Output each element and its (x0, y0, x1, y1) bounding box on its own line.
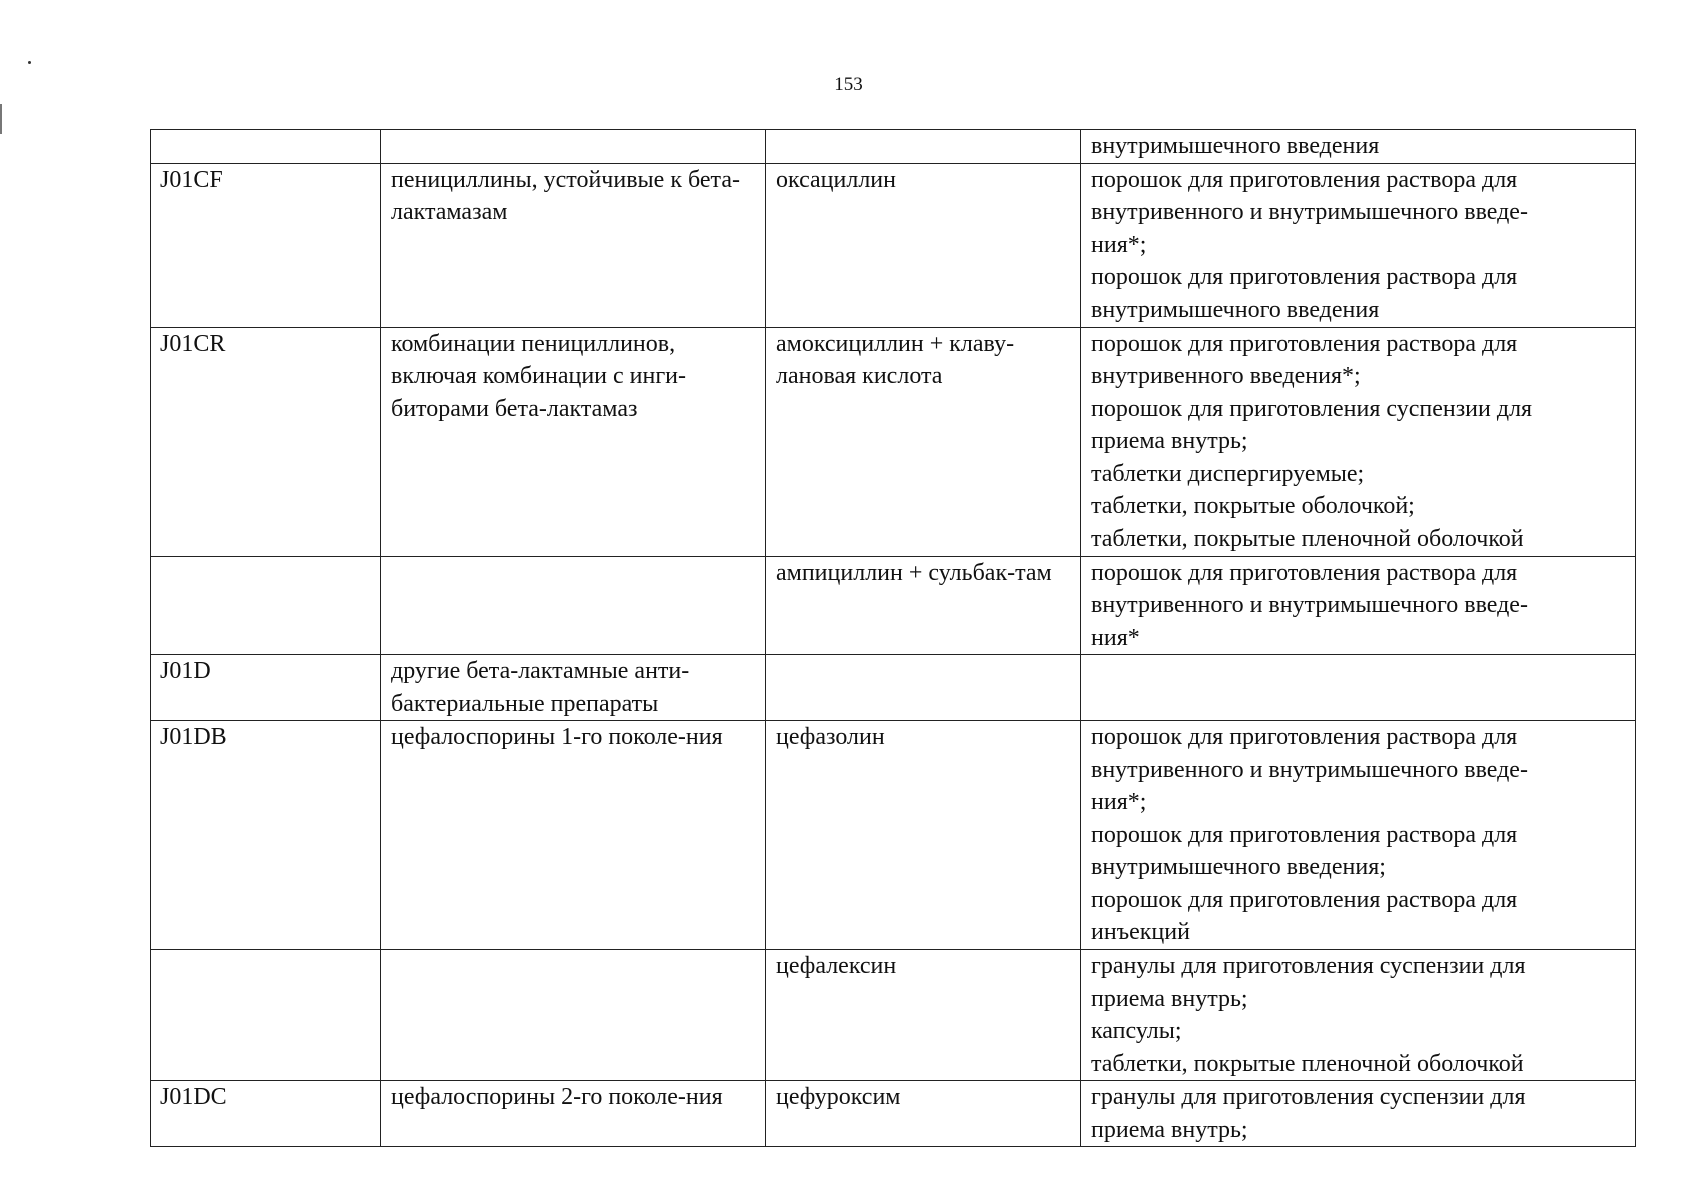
table-row (151, 655, 1636, 721)
table-row (151, 130, 1636, 164)
dosage-form-line: внутримышечного введения (1091, 133, 1380, 159)
atc-code-cell: J01CF (151, 163, 381, 327)
dosage-forms-cell (1081, 163, 1636, 327)
dosage-form-line: порошок для приготовления раствора для (1091, 886, 1518, 913)
dosage-form-line: внутривенного и внутримышечного введе- (1091, 592, 1528, 618)
atc-code-cell: J01CR (151, 327, 381, 556)
dosage-form-line: порошок для приготовления суспензии для (1091, 395, 1533, 422)
group-name-cell: пенициллины, устойчивые к бета-лактамазам (381, 163, 766, 327)
dosage-form-line: внутривенного введения*; (1091, 363, 1361, 389)
dosage-form-line: внутривенного и внутримышечного введе- (1091, 199, 1528, 225)
dosage-forms-cell (1081, 130, 1636, 164)
drug-name-cell: ампициллин + сульбак-там (766, 556, 1081, 655)
dosage-forms-cell (1081, 655, 1636, 721)
atc-code-cell: J01DB (151, 721, 381, 950)
drug-name-cell (766, 130, 1081, 164)
dosage-form-line: гранулы для приготовления суспензии для (1091, 1084, 1526, 1110)
table-row (151, 1081, 1636, 1147)
dosage-forms-cell (1081, 950, 1636, 1081)
group-name-cell: цефалоспорины 1-го поколе-ния (381, 721, 766, 950)
drug-table (150, 129, 1636, 1147)
dosage-form-line: внутримышечного введения; (1091, 854, 1386, 880)
group-name-cell (381, 950, 766, 1081)
dosage-form-line: таблетки, покрытые пленочной оболочкой (1091, 525, 1524, 552)
atc-code-cell (151, 556, 381, 655)
dosage-form-line: порошок для приготовления раствора для (1091, 166, 1518, 193)
dosage-form-line: внутривенного и внутримышечного введе- (1091, 756, 1528, 783)
group-name-cell (381, 130, 766, 164)
dosage-forms-cell (1081, 721, 1636, 950)
drug-name-cell: цефуроксим (766, 1081, 1081, 1147)
dosage-form-line: таблетки, покрытые оболочкой; (1091, 493, 1415, 519)
table-row (151, 721, 1636, 950)
drug-name-cell: цефазолин (766, 721, 1081, 950)
drug-name-cell: оксациллин (766, 163, 1081, 327)
dosage-form-line: порошок для приготовления раствора для (1091, 821, 1518, 848)
drug-name-cell: цефалексин (766, 950, 1081, 1081)
dosage-form-line: приема внутрь; (1091, 1116, 1248, 1143)
table-row (151, 327, 1636, 556)
dosage-form-line: ния* (1091, 624, 1140, 651)
dosage-form-line: порошок для приготовления раствора для (1091, 330, 1518, 357)
group-name-cell: цефалоспорины 2-го поколе-ния (381, 1081, 766, 1147)
dosage-form-line: гранулы для приготовления суспензии для (1091, 953, 1526, 979)
dosage-form-line: порошок для приготовления раствора для (1091, 264, 1518, 290)
atc-code-cell (151, 130, 381, 164)
dosage-form-line: порошок для приготовления раствора для (1091, 559, 1518, 586)
drug-name-cell: амоксициллин + клаву- лановая кислота (766, 327, 1081, 556)
dosage-form-line: внутримышечного введения (1091, 296, 1380, 323)
dosage-form-line: приема внутрь; (1091, 428, 1248, 454)
table-row (151, 556, 1636, 655)
dosage-forms-cell (1081, 556, 1636, 655)
atc-code-cell: J01DC (151, 1081, 381, 1147)
dosage-form-line: порошок для приготовления раствора для (1091, 724, 1518, 750)
dosage-forms-cell (1081, 327, 1636, 556)
dosage-form-line: ния*; (1091, 789, 1147, 815)
dosage-form-line: таблетки, покрытые пленочной оболочкой (1091, 1050, 1524, 1077)
atc-code-cell (151, 950, 381, 1081)
drug-name-cell (766, 655, 1081, 721)
dosage-form-line: таблетки диспергируемые; (1091, 460, 1365, 487)
dosage-form-line: приема внутрь; (1091, 985, 1248, 1012)
dosage-form-line: ния*; (1091, 231, 1147, 258)
group-name-cell: другие бета-лактамные анти-бактериальные препараты (381, 655, 766, 721)
dosage-form-line: инъекций (1091, 919, 1190, 945)
group-name-cell: комбинации пенициллинов, включая комбинации с инги-биторами бета-лактамаз (381, 327, 766, 556)
dosage-form-line: капсулы; (1091, 1018, 1182, 1044)
atc-code-cell: J01D (151, 655, 381, 721)
table-row (151, 163, 1636, 327)
scan-edge-mark (0, 104, 2, 134)
scan-dot-mark (28, 61, 31, 64)
table-row (151, 950, 1636, 1081)
page-number: 153 (834, 74, 863, 95)
group-name-cell (381, 556, 766, 655)
dosage-forms-cell (1081, 1081, 1636, 1147)
